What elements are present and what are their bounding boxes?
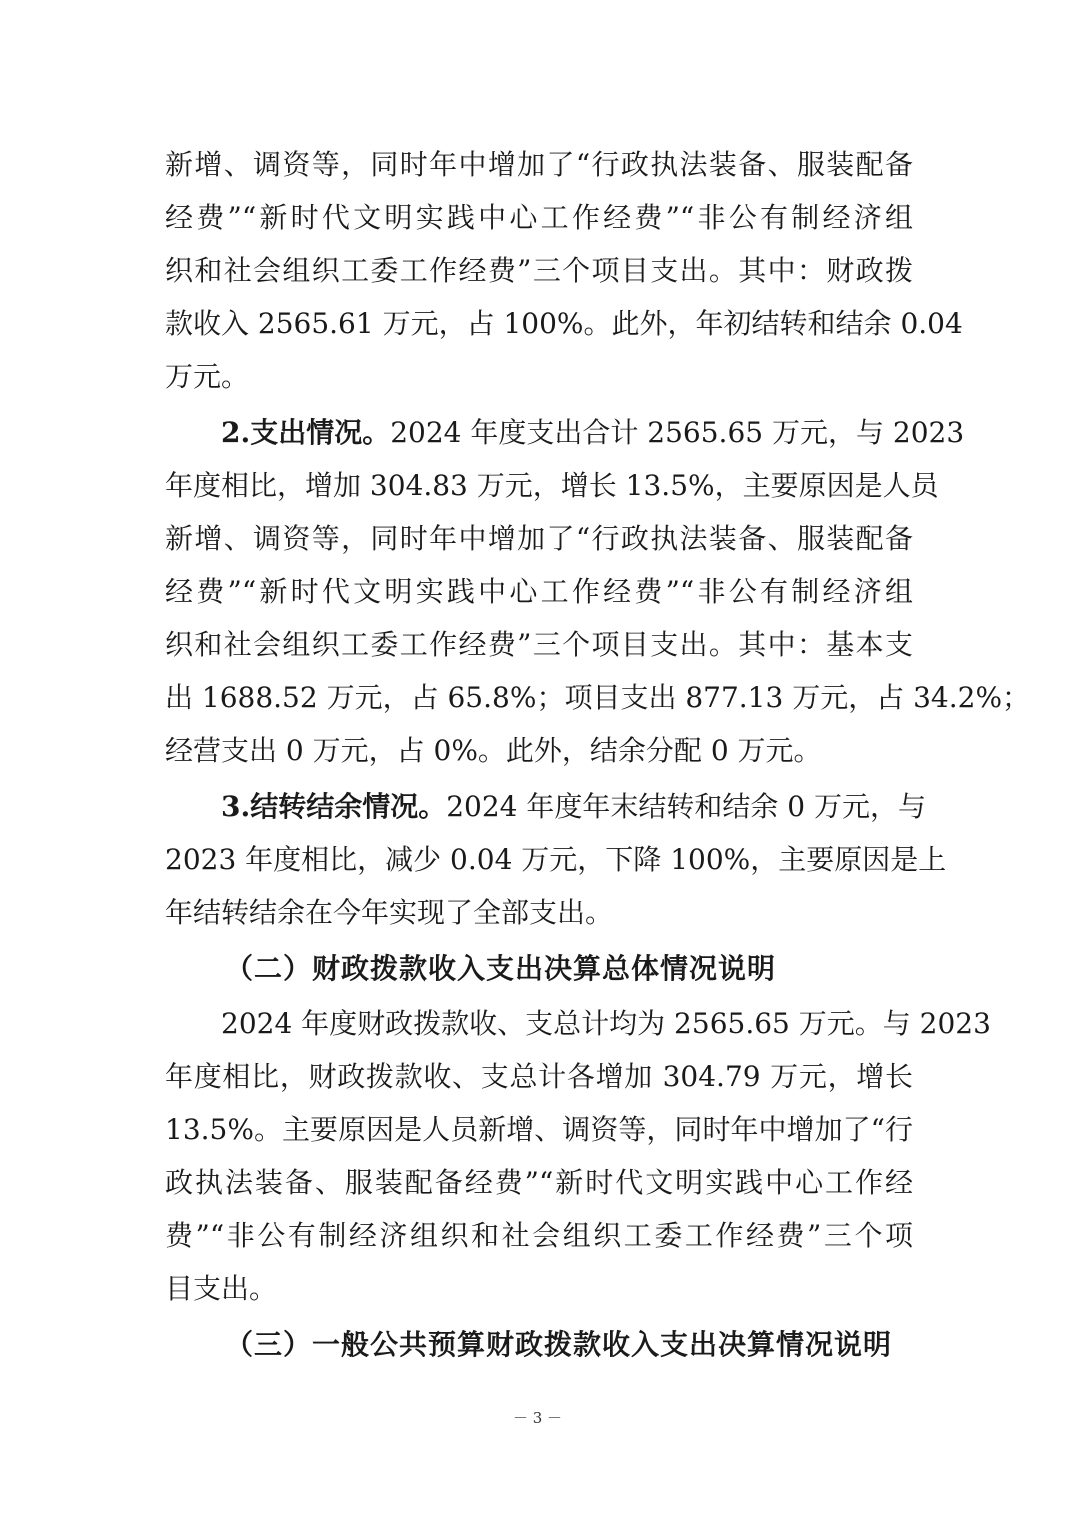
body-line: 年结转结余在今年实现了全部支出。 [165,896,614,929]
body-line: 织和社会组织工委工作经费”三个项目支出。其中：基本支 [165,628,913,661]
section-heading: （三）一般公共预算财政拨款收入支出决算情况说明 [225,1328,893,1361]
body-line: 政执法装备、服装配备经费”“新时代文明实践中心工作经 [165,1166,913,1199]
page-number: － 3 － [512,1409,563,1427]
section-expenditure-lead: 2.支出情况。 [221,416,391,449]
section-carryover-first-text: 2024 年度年末结转和结余 0 万元，与 [446,790,927,823]
section-expenditure-first-line [221,413,965,453]
body-line: 费”“非公有制经济组织和社会组织工委工作经费”三个项 [165,1219,913,1252]
body-line: 出 1688.52 万元，占 65.8%；项目支出 877.13 万元，占 34.2%； [165,681,1031,714]
section-expenditure-first-text: 2024 年度支出合计 2565.65 万元，与 2023 [390,416,965,449]
body-line: 2024 年度财政拨款收、支总计均为 2565.65 万元。与 2023 [221,1007,991,1040]
body-line: 织和社会组织工委工作经费”三个项目支出。其中：财政拨 [165,254,913,287]
section-carryover-lead: 3.结转结余情况。 [221,790,447,823]
body-line: 年度相比，财政拨款收、支总计各增加 304.79 万元，增长 [165,1060,913,1093]
section-heading: （二）财政拨款收入支出决算总体情况说明 [225,952,777,985]
body-line: 款收入 2565.61 万元，占 100%。此外，年初结转和结余 0.04 [165,307,963,340]
body-line: 13.5%。主要原因是人员新增、调资等，同时年中增加了“行 [165,1113,913,1146]
body-line: 经费”“新时代文明实践中心工作经费”“非公有制经济组 [165,201,913,234]
body-line: 经营支出 0 万元，占 0%。此外，结余分配 0 万元。 [165,734,822,767]
section-carryover-first-line [221,787,927,827]
body-line: 目支出。 [165,1272,278,1305]
body-line: 年度相比，增加 304.83 万元，增长 13.5%，主要原因是人员 [165,469,939,502]
body-line: 新增、调资等，同时年中增加了“行政执法装备、服装配备 [165,522,913,555]
body-line: 万元。 [165,360,250,393]
body-line: 2023 年度相比，减少 0.04 万元，下降 100%，主要原因是上 [165,843,947,876]
body-line: 新增、调资等，同时年中增加了“行政执法装备、服装配备 [165,148,913,181]
body-line: 经费”“新时代文明实践中心工作经费”“非公有制经济组 [165,575,913,608]
